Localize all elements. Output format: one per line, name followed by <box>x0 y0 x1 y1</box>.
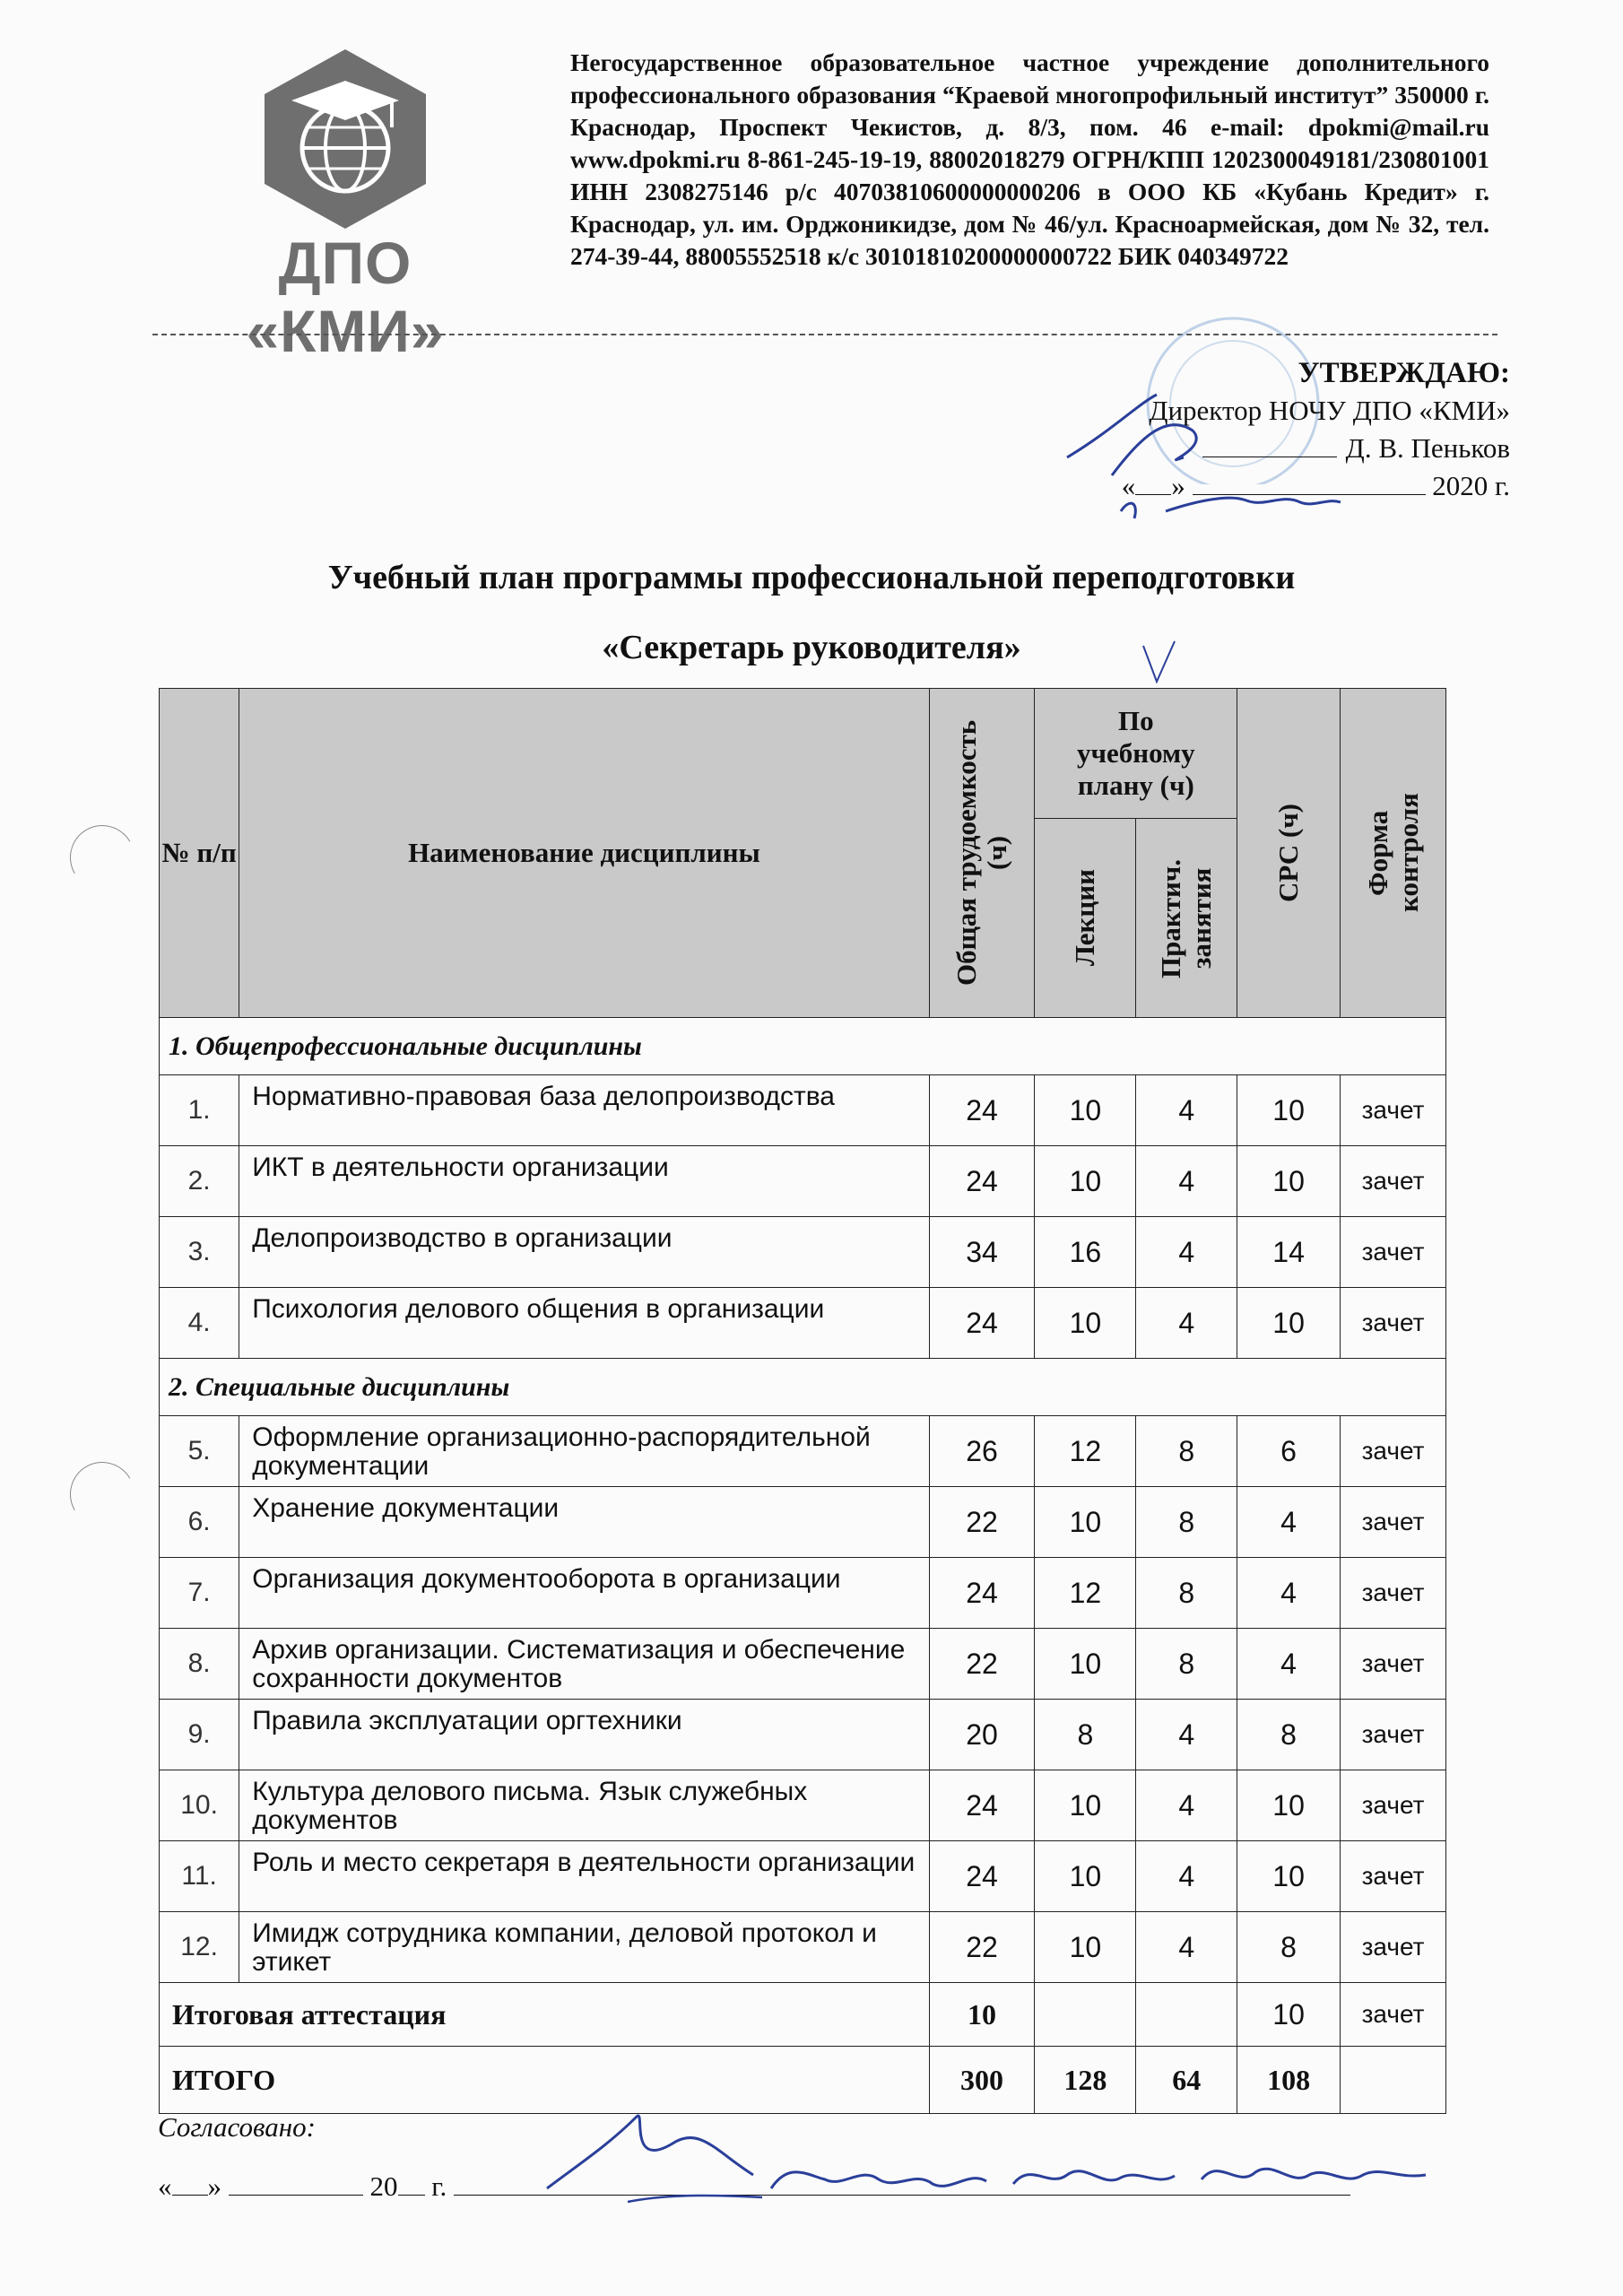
row-total: 34 <box>929 1217 1035 1288</box>
row-num: 7. <box>160 1558 239 1629</box>
table-row <box>160 1841 1446 1912</box>
header-control: Форма контроля <box>1341 689 1446 1018</box>
header-lectures: Лекции <box>1035 819 1136 1018</box>
row-name: Правила эксплуатации оргтехники <box>239 1700 929 1770</box>
curriculum-table <box>159 688 1446 2114</box>
row-total: 24 <box>929 1075 1035 1146</box>
row-total: 22 <box>929 1487 1035 1558</box>
row-srs: 10 <box>1237 1288 1341 1359</box>
row-control: зачет <box>1341 1288 1446 1359</box>
row-lectures: 10 <box>1035 1075 1136 1146</box>
row-practice: 4 <box>1136 1146 1237 1217</box>
row-practice: 4 <box>1136 1075 1237 1146</box>
table-row <box>160 1146 1446 1217</box>
row-total: 24 <box>929 1770 1035 1841</box>
approval-year: 2020 г. <box>1432 470 1510 501</box>
row-control: зачет <box>1341 1146 1446 1217</box>
table-row <box>160 1075 1446 1146</box>
row-total: 24 <box>929 1558 1035 1629</box>
table-row <box>160 1487 1446 1558</box>
section-general: 1. Общепрофессиональные дисциплины <box>160 1018 1446 1075</box>
row-total: 24 <box>929 1841 1035 1912</box>
row-total: 24 <box>929 1146 1035 1217</box>
row-practice: 4 <box>1136 1288 1237 1359</box>
row-num: 3. <box>160 1217 239 1288</box>
row-control: зачет <box>1341 1841 1446 1912</box>
agreement-signature <box>493 2090 1444 2224</box>
row-lectures: 10 <box>1035 1629 1136 1700</box>
row-total: 22 <box>929 1629 1035 1700</box>
row-name: Культура делового письма. Язык служебных документов <box>239 1770 929 1841</box>
header-practice: Практич. занятия <box>1136 819 1237 1018</box>
table-row <box>160 1558 1446 1629</box>
page-title-line2: «Секретарь руководителя» <box>602 629 1021 666</box>
row-control: зачет <box>1341 1217 1446 1288</box>
row-lectures: 16 <box>1035 1217 1136 1288</box>
logo-text: ДПО «КМИ» <box>246 230 445 364</box>
row-srs: 4 <box>1237 1487 1341 1558</box>
table-row <box>160 1288 1446 1359</box>
row-name: Архив организации. Систематизация и обеспечение сохранности документов <box>239 1629 929 1700</box>
row-lectures: 12 <box>1035 1416 1136 1487</box>
itogo-total: 300 <box>929 2047 1035 2114</box>
table-row <box>160 1770 1446 1841</box>
row-srs: 8 <box>1237 1912 1341 1983</box>
row-name: Психология делового общения в организации <box>239 1288 929 1359</box>
director-signature <box>1058 377 1345 538</box>
itogo-label: ИТОГО <box>160 2047 930 2114</box>
row-control: зачет <box>1341 1558 1446 1629</box>
logo <box>170 45 511 364</box>
row-srs: 14 <box>1237 1217 1341 1288</box>
row-practice: 8 <box>1136 1416 1237 1487</box>
table-row <box>160 1629 1446 1700</box>
table-row <box>160 1700 1446 1770</box>
row-control: зачет <box>1341 1416 1446 1487</box>
row-lectures: 10 <box>1035 1487 1136 1558</box>
itogo-practice: 64 <box>1136 2047 1237 2114</box>
row-num: 2. <box>160 1146 239 1217</box>
header-num: № п/п <box>160 689 239 1018</box>
section-general-rows <box>160 1075 1446 1359</box>
section-special: 2. Специальные дисциплины <box>160 1359 1446 1416</box>
row-practice: 8 <box>1136 1487 1237 1558</box>
header-name: Наименование дисциплины <box>239 689 929 1018</box>
row-control: зачет <box>1341 1075 1446 1146</box>
row-srs: 10 <box>1237 1841 1341 1912</box>
row-name: Делопроизводство в организации <box>239 1217 929 1288</box>
row-control: зачет <box>1341 1629 1446 1700</box>
row-srs: 6 <box>1237 1416 1341 1487</box>
row-srs: 4 <box>1237 1558 1341 1629</box>
attestation-row <box>160 1983 1446 2047</box>
row-lectures: 10 <box>1035 1146 1136 1217</box>
row-name: Организация документооборота в организации <box>239 1558 929 1629</box>
row-practice: 4 <box>1136 1217 1237 1288</box>
row-name: Нормативно-правовая база делопроизводства <box>239 1075 929 1146</box>
row-practice: 8 <box>1136 1558 1237 1629</box>
row-name: Имидж сотрудника компании, деловой протокол и этикет <box>239 1912 929 1983</box>
row-practice: 4 <box>1136 1770 1237 1841</box>
row-num: 8. <box>160 1629 239 1700</box>
row-lectures: 10 <box>1035 1288 1136 1359</box>
attestation-total: 10 <box>929 1983 1035 2047</box>
row-lectures: 10 <box>1035 1912 1136 1983</box>
approval-date: « » 2020 г. <box>1121 470 1510 501</box>
row-lectures: 10 <box>1035 1841 1136 1912</box>
row-practice: 8 <box>1136 1629 1237 1700</box>
itogo-lectures: 128 <box>1035 2047 1136 2114</box>
approval-name: Д. В. Пеньков <box>1345 432 1510 464</box>
row-num: 9. <box>160 1700 239 1770</box>
row-control: зачет <box>1341 1912 1446 1983</box>
row-srs: 10 <box>1237 1770 1341 1841</box>
graduation-globe-icon <box>256 45 435 233</box>
page-title-line1: Учебный план программы профессиональной переподготовки <box>327 559 1296 596</box>
row-control: зачет <box>1341 1487 1446 1558</box>
row-control: зачет <box>1341 1770 1446 1841</box>
row-lectures: 10 <box>1035 1770 1136 1841</box>
row-srs: 10 <box>1237 1146 1341 1217</box>
row-num: 5. <box>160 1416 239 1487</box>
header-srs: СРС (ч) <box>1237 689 1341 1018</box>
row-srs: 10 <box>1237 1075 1341 1146</box>
section-special-rows <box>160 1416 1446 1983</box>
attestation-srs: 10 <box>1237 1983 1341 2047</box>
table-row <box>160 1217 1446 1288</box>
checkmark-icon <box>1139 637 1184 691</box>
row-num: 1. <box>160 1075 239 1146</box>
row-practice: 4 <box>1136 1912 1237 1983</box>
row-srs: 4 <box>1237 1629 1341 1700</box>
punch-hole <box>63 818 142 897</box>
row-total: 24 <box>929 1288 1035 1359</box>
row-lectures: 8 <box>1035 1700 1136 1770</box>
row-total: 22 <box>929 1912 1035 1983</box>
row-control: зачет <box>1341 1700 1446 1770</box>
approval-position: Директор НОЧУ ДПО «КМИ» <box>1149 395 1510 426</box>
agreed-label: Согласовано: <box>158 2111 316 2143</box>
attestation-control: зачет <box>1341 1983 1446 2047</box>
row-num: 10. <box>160 1770 239 1841</box>
punch-hole <box>63 1455 142 1534</box>
row-num: 4. <box>160 1288 239 1359</box>
row-lectures: 12 <box>1035 1558 1136 1629</box>
header-plan: По учебному плану (ч) <box>1035 689 1237 819</box>
row-num: 6. <box>160 1487 239 1558</box>
itogo-srs: 108 <box>1237 2047 1341 2114</box>
row-name: ИКТ в деятельности организации <box>239 1146 929 1217</box>
row-num: 12. <box>160 1912 239 1983</box>
organization-header: Негосударственное образовательное частное учреждение дополнительного профессионального образования “Краевой многопрофильный институт” 350000 г. Краснодар, Проспект Чекистов, д. 8/3, пом. 46 e-mail: dpokmi@mail.ru www.dpokmi.ru 8-861-245-19-19, 88002018279 ОГРН/КПП 1202300049181/230801001 ИНН 2308275146 р/с 40703810600000000206 в ООО КБ «Кубань Кредит» г. Краснодар, ул. им. Орджоникидзе, дом № 46/ул. Красноармейская, дом № 32, тел. 274-39-44, 88005552518 к/с 30101810200000000722 БИК 040349722 <box>570 48 1489 270</box>
agreed-date: « » 20 г. <box>158 2170 1350 2203</box>
approval-title: УТВЕРЖДАЮ: <box>1298 357 1510 389</box>
attestation-label: Итоговая аттестация <box>160 1983 930 2047</box>
row-practice: 4 <box>1136 1841 1237 1912</box>
row-practice: 4 <box>1136 1700 1237 1770</box>
table-row <box>160 1912 1446 1983</box>
row-total: 26 <box>929 1416 1035 1487</box>
row-name: Роль и место секретаря в деятельности организации <box>239 1841 929 1912</box>
table-row <box>160 1416 1446 1487</box>
row-name: Оформление организационно-распорядительной документации <box>239 1416 929 1487</box>
row-total: 20 <box>929 1700 1035 1770</box>
row-num: 11. <box>160 1841 239 1912</box>
header-total: Общая трудоемкость (ч) <box>929 689 1035 1018</box>
row-srs: 8 <box>1237 1700 1341 1770</box>
row-name: Хранение документации <box>239 1487 929 1558</box>
